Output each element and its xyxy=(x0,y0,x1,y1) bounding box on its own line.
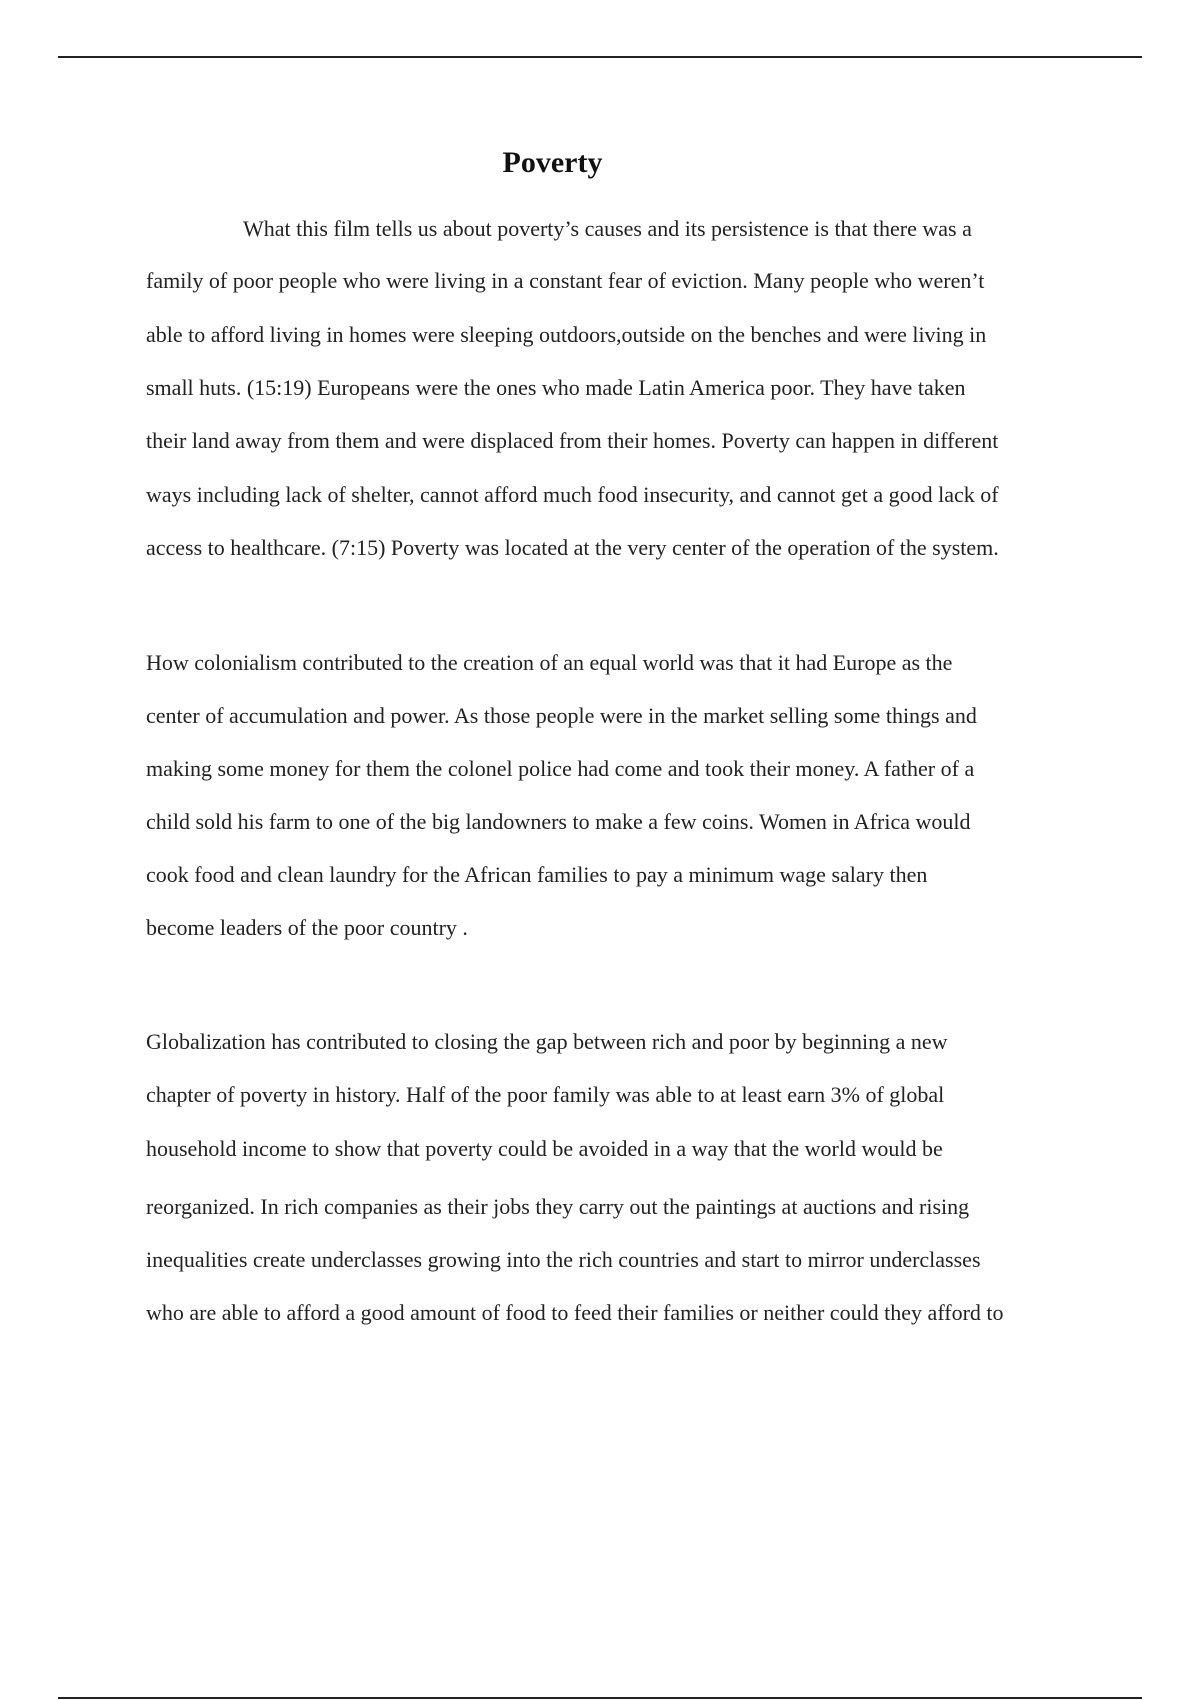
header-rule xyxy=(58,56,1142,58)
text-line: What this film tells us about poverty’s causes and its persistence is that there was a xyxy=(243,216,972,241)
text-line: child sold his farm to one of the big landowners to make a few coins. Women in Africa would xyxy=(146,809,971,834)
page-title: Poverty xyxy=(502,146,603,179)
text-line: chapter of poverty in history. Half of the poor family was able to at least earn 3% of global xyxy=(146,1082,945,1107)
text-line: center of accumulation and power. As those people were in the market selling some things and xyxy=(146,703,977,728)
footer-rule xyxy=(58,1697,1142,1699)
text-line: ways including lack of shelter, cannot afford much food insecurity, and cannot get a good lack of xyxy=(146,482,999,507)
text-line: small huts. (15:19) Europeans were the ones who made Latin America poor. They have taken xyxy=(146,375,966,400)
text-line: How colonialism contributed to the creation of an equal world was that it had Europe as the xyxy=(146,650,953,675)
text-line: family of poor people who were living in a constant fear of eviction. Many people who weren’t xyxy=(146,268,985,293)
text-line: inequalities create underclasses growing into the rich countries and start to mirror underclasses xyxy=(146,1247,981,1272)
text-line: Globalization has contributed to closing the gap between rich and poor by beginning a new xyxy=(146,1029,948,1054)
text-line: access to healthcare. (7:15) Poverty was located at the very center of the operation of the system. xyxy=(146,535,999,560)
text-line: able to afford living in homes were sleeping outdoors,outside on the benches and were living in xyxy=(146,322,987,347)
text-line: their land away from them and were displaced from their homes. Poverty can happen in different xyxy=(146,428,999,453)
text-line: cook food and clean laundry for the African families to pay a minimum wage salary then xyxy=(146,862,928,887)
text-line: who are able to afford a good amount of food to feed their families or neither could they afford to xyxy=(146,1300,1004,1325)
text-line: making some money for them the colonel police had come and took their money. A father of a xyxy=(146,756,975,781)
text-line: household income to show that poverty could be avoided in a way that the world would be xyxy=(146,1136,943,1161)
text-line: become leaders of the poor country . xyxy=(146,915,468,940)
text-line: reorganized. In rich companies as their jobs they carry out the paintings at auctions and rising xyxy=(146,1194,970,1219)
